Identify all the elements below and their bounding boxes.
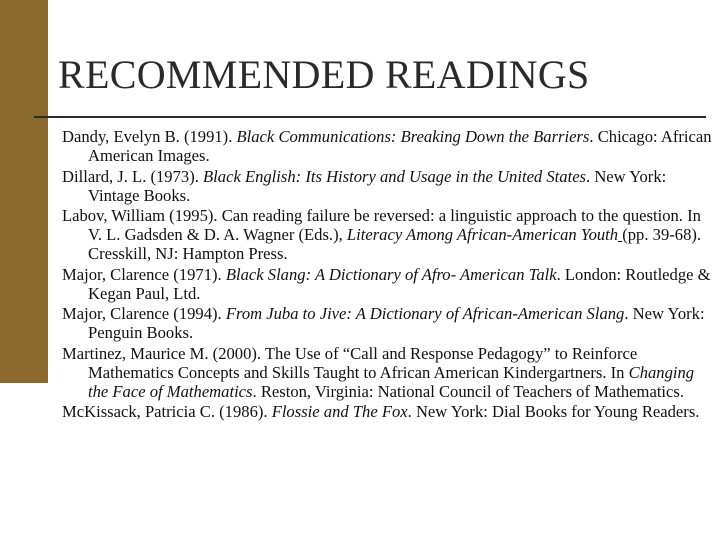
reference-title: From Juba to Jive: A Dictionary of African-American Slang bbox=[225, 304, 625, 324]
reference-item bbox=[62, 168, 714, 206]
reference-text: . London: Routledge & Kegan Paul, Ltd. bbox=[88, 264, 711, 303]
reference-list bbox=[62, 128, 714, 424]
reference-title: Flossie and The Fox bbox=[271, 402, 408, 422]
reference-title: Black Slang: A Dictionary of Afro- American Talk bbox=[225, 264, 557, 284]
reference-text: Dandy, Evelyn B. (1991). bbox=[62, 127, 237, 146]
title-divider bbox=[34, 116, 706, 118]
reference-text: . New York: Dial Books for Young Readers. bbox=[407, 402, 700, 422]
reference-text: (pp. 39-68). Cresskill, NJ: Hampton Press. bbox=[88, 225, 702, 264]
reference-title: Changing the Face of Mathematics bbox=[88, 362, 695, 401]
reference-title: Black English: Its History and Usage in the United States bbox=[203, 166, 587, 186]
reference-title: Black Communications: Breaking Down the Barriers bbox=[236, 127, 590, 146]
reference-item bbox=[62, 207, 714, 264]
reference-text: . Chicago: African American Images. bbox=[88, 127, 712, 165]
reference-item bbox=[62, 403, 714, 422]
reference-text: McKissack, Patricia C. (1986). bbox=[62, 402, 272, 422]
reference-text: Major, Clarence (1994). bbox=[62, 304, 226, 324]
reference-text: Martinez, Maurice M. (2000). The Use of “Call and Response Pedagogy” to Reinforce Mathematics Concepts and Skills Taught to African American Kindergartners. In bbox=[62, 343, 638, 382]
reference-text: . New York: Vintage Books. bbox=[88, 166, 667, 205]
reference-title: Literacy Among African-American Youth bbox=[346, 225, 619, 245]
reference-item bbox=[62, 345, 714, 402]
slide-title: RECOMMENDED READINGS bbox=[58, 52, 590, 97]
reference-text: Labov, William (1995). Can reading failure be reversed: a linguistic approach to the question. In V. L. Gadsden & D. A. Wagner (Eds.), bbox=[62, 206, 701, 245]
reference-item bbox=[62, 266, 714, 304]
reference-text: Major, Clarence (1971). bbox=[62, 264, 226, 284]
reference-item bbox=[62, 128, 714, 166]
reference-text: . New York: Penguin Books. bbox=[88, 304, 705, 343]
reference-text: . Reston, Virginia: National Council of Teachers of Mathematics. bbox=[252, 381, 685, 401]
reference-text: Dillard, J. L. (1973). bbox=[62, 166, 204, 186]
decorative-side-bar bbox=[0, 0, 48, 383]
reference-item bbox=[62, 305, 714, 343]
